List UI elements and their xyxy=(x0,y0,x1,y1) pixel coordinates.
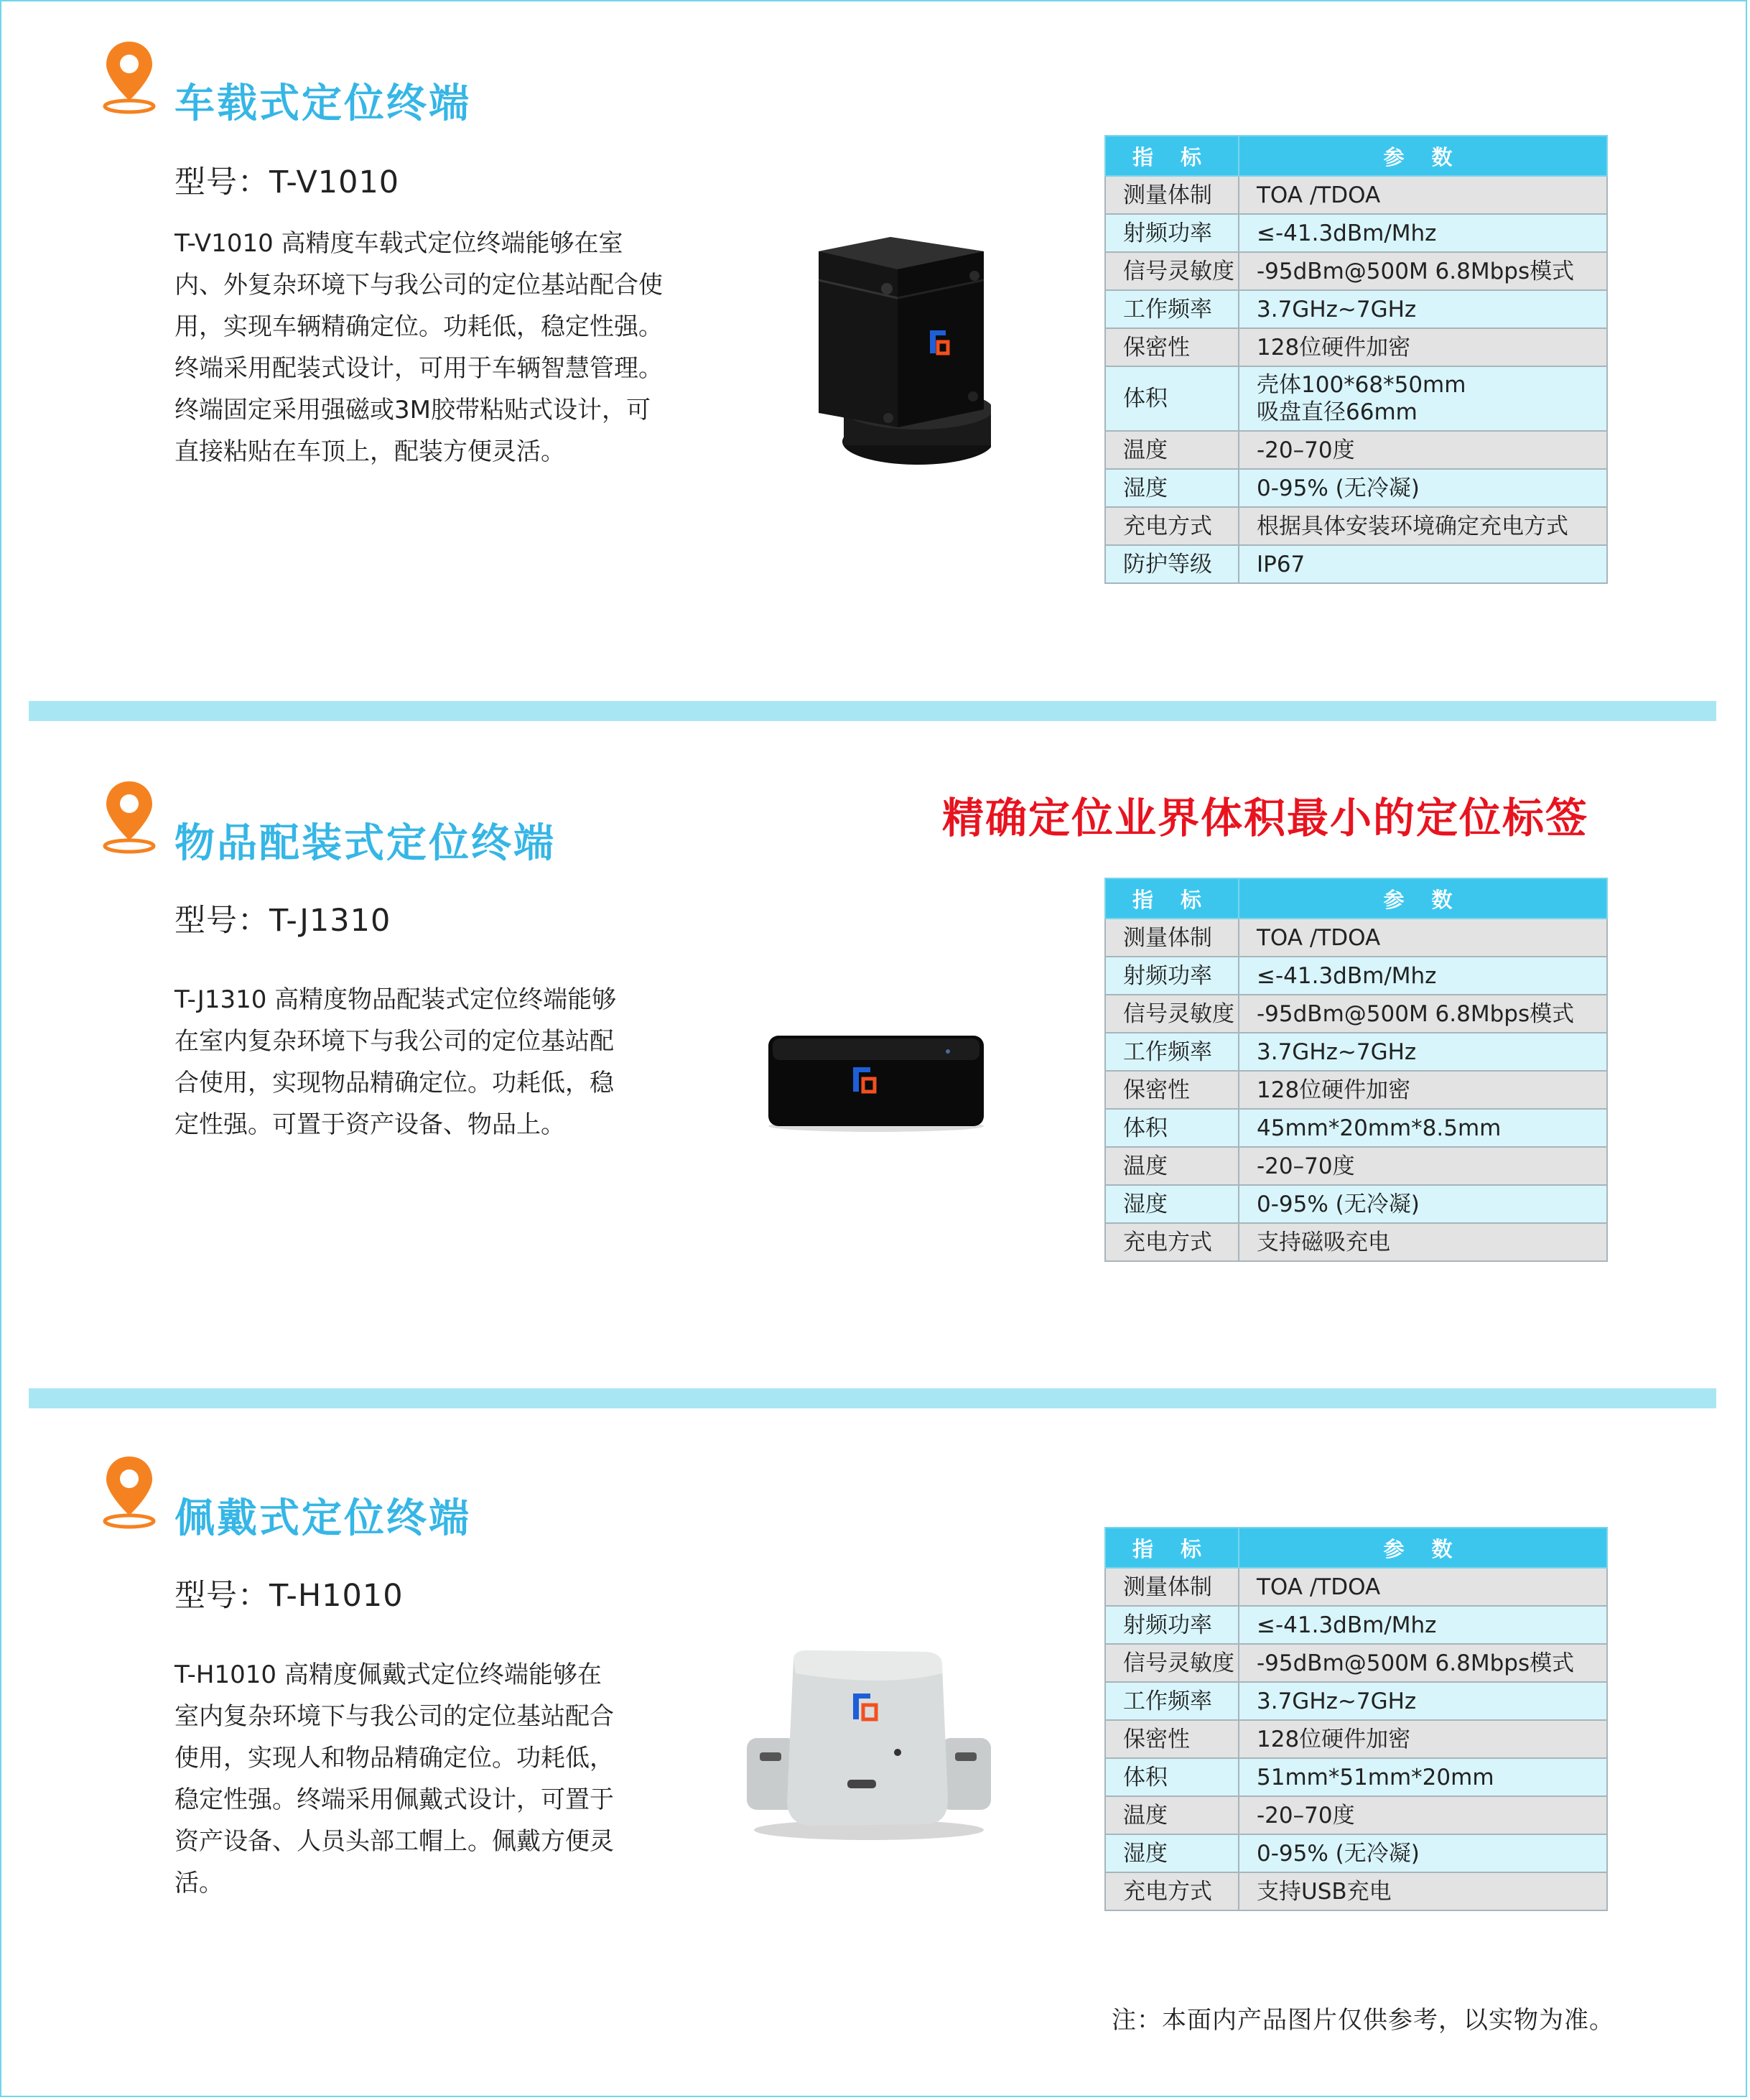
spec-key: 体积 xyxy=(1105,366,1239,431)
table-row xyxy=(1105,545,1607,583)
spec-header-key: 指 标 xyxy=(1105,1528,1239,1568)
section-divider xyxy=(29,1388,1716,1408)
table-row xyxy=(1105,1796,1607,1834)
location-pin-icon xyxy=(101,1452,158,1531)
description-line: 定性强。可置于资产设备、物品上。 xyxy=(174,1110,565,1139)
spec-value: -20–70度 xyxy=(1239,1147,1607,1185)
description-line: 用，实现车辆精确定位。功耗低，稳定性强。 xyxy=(174,312,663,341)
spec-table xyxy=(1104,878,1608,1262)
spec-key: 充电方式 xyxy=(1105,507,1239,545)
spec-value: 支持USB充电 xyxy=(1239,1872,1607,1910)
spec-key: 测量体制 xyxy=(1105,1568,1239,1606)
table-row xyxy=(1105,1682,1607,1720)
spec-value: ≤-41.3dBm/Mhz xyxy=(1239,957,1607,995)
spec-value: 0-95% (无冷凝) xyxy=(1239,1185,1607,1223)
spec-table xyxy=(1104,1527,1608,1911)
table-row xyxy=(1105,1071,1607,1109)
spec-key: 保密性 xyxy=(1105,328,1239,366)
spec-value: 0-95% (无冷凝) xyxy=(1239,1834,1607,1872)
table-row xyxy=(1105,1568,1607,1606)
spec-key: 湿度 xyxy=(1105,469,1239,507)
table-row xyxy=(1105,1223,1607,1261)
spec-value: 3.7GHz~7GHz xyxy=(1239,1682,1607,1720)
description-line: T-J1310 高精度物品配装式定位终端能够 xyxy=(174,985,617,1014)
product-description xyxy=(174,1654,614,1904)
vehicle-terminal-image xyxy=(804,230,991,474)
spec-value: -95dBm@500M 6.8Mbps模式 xyxy=(1239,995,1607,1033)
spec-key: 信号灵敏度 xyxy=(1105,995,1239,1033)
table-row xyxy=(1105,214,1607,252)
spec-value: -95dBm@500M 6.8Mbps模式 xyxy=(1239,252,1607,290)
spec-key: 保密性 xyxy=(1105,1071,1239,1109)
spec-key: 信号灵敏度 xyxy=(1105,1644,1239,1682)
description-line: T-V1010 高精度车载式定位终端能够在室 xyxy=(174,229,623,258)
spec-value: -20–70度 xyxy=(1239,1796,1607,1834)
table-row xyxy=(1105,1644,1607,1682)
spec-key: 充电方式 xyxy=(1105,1223,1239,1261)
table-row xyxy=(1105,1758,1607,1796)
description-line: 在室内复杂环境下与我公司的定位基站配 xyxy=(174,1027,614,1056)
description-line: 资产设备、人员头部工帽上。佩戴方便灵 xyxy=(174,1827,614,1856)
spec-table xyxy=(1104,135,1608,584)
spec-value: ≤-41.3dBm/Mhz xyxy=(1239,214,1607,252)
spec-key: 射频功率 xyxy=(1105,1606,1239,1644)
spec-key: 测量体制 xyxy=(1105,919,1239,957)
spec-key: 温度 xyxy=(1105,431,1239,469)
description-line: 直接粘贴在车顶上，配装方便灵活。 xyxy=(174,437,565,466)
asset-tag-image xyxy=(761,1027,991,1135)
location-pin-icon xyxy=(101,777,158,856)
spec-header-value: 参 数 xyxy=(1239,1528,1607,1568)
spec-key: 工作频率 xyxy=(1105,290,1239,328)
section-title: 车载式定位终端 xyxy=(174,80,471,127)
spec-key: 湿度 xyxy=(1105,1834,1239,1872)
table-row xyxy=(1105,1185,1607,1223)
slogan: 精确定位业界体积最小的定位标签 xyxy=(942,794,1589,842)
table-row xyxy=(1105,507,1607,545)
spec-value: 128位硬件加密 xyxy=(1239,1720,1607,1758)
description-line: 室内复杂环境下与我公司的定位基站配合 xyxy=(174,1702,614,1731)
spec-value: TOA /TDOA xyxy=(1239,919,1607,957)
spec-value: 3.7GHz~7GHz xyxy=(1239,290,1607,328)
table-row xyxy=(1105,995,1607,1033)
spec-key: 湿度 xyxy=(1105,1185,1239,1223)
table-row xyxy=(1105,252,1607,290)
spec-value: 51mm*51mm*20mm xyxy=(1239,1758,1607,1796)
product-description xyxy=(174,223,663,473)
table-row xyxy=(1105,1147,1607,1185)
spec-value: 45mm*20mm*8.5mm xyxy=(1239,1109,1607,1147)
spec-value: TOA /TDOA xyxy=(1239,1568,1607,1606)
spec-key: 测量体制 xyxy=(1105,176,1239,214)
model-number: 型号：T-J1310 xyxy=(174,903,391,939)
description-line: 终端固定采用强磁或3M胶带粘贴式设计，可 xyxy=(174,396,651,424)
spec-key: 温度 xyxy=(1105,1147,1239,1185)
spec-value-line: 吸盘直径66mm xyxy=(1257,399,1418,425)
spec-header-key: 指 标 xyxy=(1105,878,1239,919)
description-line: T-H1010 高精度佩戴式定位终端能够在 xyxy=(174,1660,602,1689)
section-title: 物品配装式定位终端 xyxy=(174,820,556,867)
spec-value: ≤-41.3dBm/Mhz xyxy=(1239,1606,1607,1644)
spec-key: 防护等级 xyxy=(1105,545,1239,583)
spec-key: 保密性 xyxy=(1105,1720,1239,1758)
spec-key: 射频功率 xyxy=(1105,214,1239,252)
table-row xyxy=(1105,1720,1607,1758)
spec-header-value: 参 数 xyxy=(1239,136,1607,176)
spec-key: 温度 xyxy=(1105,1796,1239,1834)
spec-value: 128位硬件加密 xyxy=(1239,1071,1607,1109)
table-row xyxy=(1105,366,1607,431)
model-number: 型号：T-V1010 xyxy=(174,164,400,200)
spec-value: 128位硬件加密 xyxy=(1239,328,1607,366)
spec-value: 根据具体安装环境确定充电方式 xyxy=(1239,507,1607,545)
table-row xyxy=(1105,1872,1607,1910)
description-line: 稳定性强。终端采用佩戴式设计，可置于 xyxy=(174,1785,614,1814)
spec-value-line: 壳体100*68*50mm xyxy=(1257,372,1466,398)
spec-key: 充电方式 xyxy=(1105,1872,1239,1910)
table-row xyxy=(1105,1109,1607,1147)
spec-value xyxy=(1239,366,1607,431)
table-row xyxy=(1105,919,1607,957)
table-row xyxy=(1105,469,1607,507)
wearable-terminal-image xyxy=(740,1645,998,1846)
table-row xyxy=(1105,328,1607,366)
spec-value: IP67 xyxy=(1239,545,1607,583)
description-line: 终端采用配装式设计，可用于车辆智慧管理。 xyxy=(174,354,663,383)
spec-value: -95dBm@500M 6.8Mbps模式 xyxy=(1239,1644,1607,1682)
section-divider xyxy=(29,701,1716,721)
spec-key: 体积 xyxy=(1105,1758,1239,1796)
table-row xyxy=(1105,1834,1607,1872)
description-line: 使用，实现人和物品精确定位。功耗低， xyxy=(174,1744,614,1773)
spec-key: 体积 xyxy=(1105,1109,1239,1147)
table-row xyxy=(1105,1606,1607,1644)
table-row xyxy=(1105,431,1607,469)
spec-key: 工作频率 xyxy=(1105,1033,1239,1071)
spec-value: 0-95% (无冷凝) xyxy=(1239,469,1607,507)
product-description xyxy=(174,979,616,1146)
description-line: 内、外复杂环境下与我公司的定位基站配合使 xyxy=(174,271,663,299)
table-row xyxy=(1105,1033,1607,1071)
spec-value: 支持磁吸充电 xyxy=(1239,1223,1607,1261)
spec-key: 信号灵敏度 xyxy=(1105,252,1239,290)
description-line: 活。 xyxy=(174,1869,223,1897)
spec-value: TOA /TDOA xyxy=(1239,176,1607,214)
spec-key: 射频功率 xyxy=(1105,957,1239,995)
spec-header-key: 指 标 xyxy=(1105,136,1239,176)
spec-value: -20–70度 xyxy=(1239,431,1607,469)
spec-header-value: 参 数 xyxy=(1239,878,1607,919)
spec-key: 工作频率 xyxy=(1105,1682,1239,1720)
spec-value: 3.7GHz~7GHz xyxy=(1239,1033,1607,1071)
table-row xyxy=(1105,957,1607,995)
section-title: 佩戴式定位终端 xyxy=(174,1495,471,1542)
table-row xyxy=(1105,290,1607,328)
location-pin-icon xyxy=(101,37,158,116)
description-line: 合使用，实现物品精确定位。功耗低，稳 xyxy=(174,1069,614,1097)
table-row xyxy=(1105,176,1607,214)
model-number: 型号：T-H1010 xyxy=(174,1578,404,1614)
footnote: 注：本面内产品图片仅供参考，以实物为准。 xyxy=(1112,2006,1614,2035)
